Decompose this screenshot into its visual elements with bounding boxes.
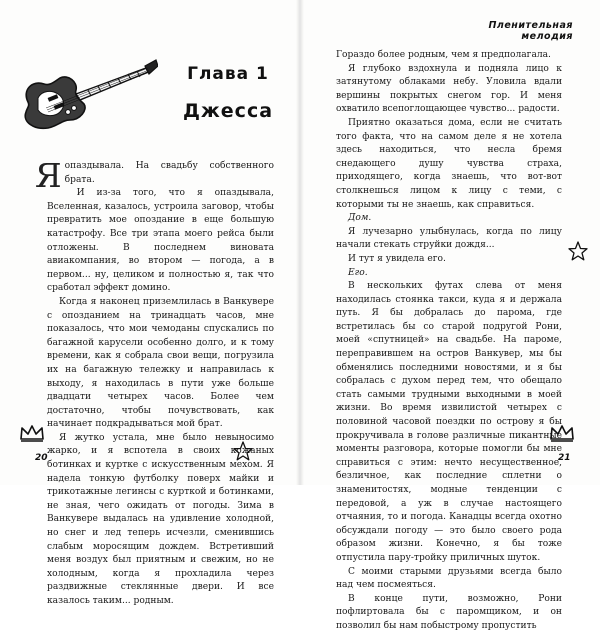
paragraph: Гораздо более родным, чем я предполагала. [336,50,551,60]
paragraph [35,156,274,195]
paragraph: Я лучезарно улыбнулась, когда по лицу начали стекать струйки дождя... [336,226,562,251]
paragraph: В конце пути, возможно, Рони пофлиртовала бы с паромщиком, и он позволил бы нам побыстрому пропустить [336,593,562,631]
paragraph: Приятно оказаться дома, если не считать того факта, что на самом деле я не хотела здесь находиться, что несла бремя снедающего душу чувства страха, приходящего, когда знаешь, что вот-вот столкнешься лицом к лицу с теми, с которыми ты не знаешь, как справиться. [336,117,562,210]
paragraph: И тут я увидела его. [348,253,446,264]
paragraph: В нескольких футах слева от меня находилась стоянка такси, куда я и держала путь. Я бы добралась до парома, где встретилась бы со старой подругой Рони, моей «спутницей» на свадьбе. На пароме, переправившем на остров Ванкувер, мы бы обменялись последними новостями, и я бы собралась с духом перед тем, что обещало стать самыми трудными выходными в моей жизни. Во время извилистой четырех с половиной часовой поездки по острову я бы прокручивала в голове различные пикантные моменты разговора, которые помогли бы мне справиться с этим: нечто несущественное, безличное, как последние сплетни о знаменитостях, модные тенденции с передовой, а уж в случае настоящего отчаяния, то и погода. Канадцы всегда охотно обсуждали погоду — это было своего рода образом жизни. Конечно, я бы тоже отпустила пару-тройку приличных шуток. [336,281,562,563]
chapter-name: Джесса [182,100,274,122]
paragraph: Его. [348,267,368,278]
star-icon [567,240,589,262]
page-number-left: 20 [35,453,48,463]
drop-cap: Я [35,156,62,195]
crown-icon [548,423,576,443]
paragraph: Дом. [348,213,372,224]
paragraph: Я жутко устала, мне было невыносимо жарко, и я вспотела в своих кожаных ботинках и куртке с искусственным мехом. Я надела тонкую футболку поверх майки и трикотажные легинсы с курткой и ботинками, не зная, чего ожидать от погоды. Зима в Ванкувере выдалась на удивление холодной, но снег и лед теперь исчезли, сменившись слабым моросящим дождем. Встретивший меня воздух был приятным и свежим, но не холодным, когда я прохладила через раздвижные стеклянные двери. И все казалось таким... родным. [47,432,274,606]
running-head: Пленительная мелодия [488,20,573,42]
electric-guitar-icon [18,50,158,132]
crown-icon [18,423,46,443]
left-page [0,0,300,606]
star-icon [232,440,254,462]
paragraph: Когда я наконец приземлилась в Ванкувере с опозданием на тринадцать часов, мне показалось, что мои чемоданы спускались по багажной карусели особенно долго, и к тому времени, как я собрала свои вещи, погрузила их на багажную тележку и направилась к выходу, я находилась в пути уже больше двадцати четырех часов. Более чем достаточно, чтобы почувствовать, как начинает подкрадываться мой брат. [47,296,274,430]
paragraph: И из-за того, что я опаздывала, Вселенная, казалось, устроила заговор, чтобы превратить мое опоздание в еще большую катастрофу. Все три этапа моего рейса были отложены. В последнем виновата авиакомпания, во втором — погода, а в первом... ну, целиком и полностью я, так что сработал эффект домино. [47,188,274,294]
paragraph-text: опаздывала. На свадьбу собственного брата. [64,161,274,185]
chapter-number: Глава 1 [187,64,269,84]
page-number-right: 21 [558,453,571,463]
paragraph: Я глубоко вздохнула и подняла лицо к затянутому облаками небу. Уловила вдали вершины покрытых снегом гор. И меня охватило всепоглощающее чувство... радости. [336,63,562,115]
right-page-text [336,49,562,634]
paragraph: С моими старыми друзьями всегда было над чем посмеяться. [336,566,562,591]
